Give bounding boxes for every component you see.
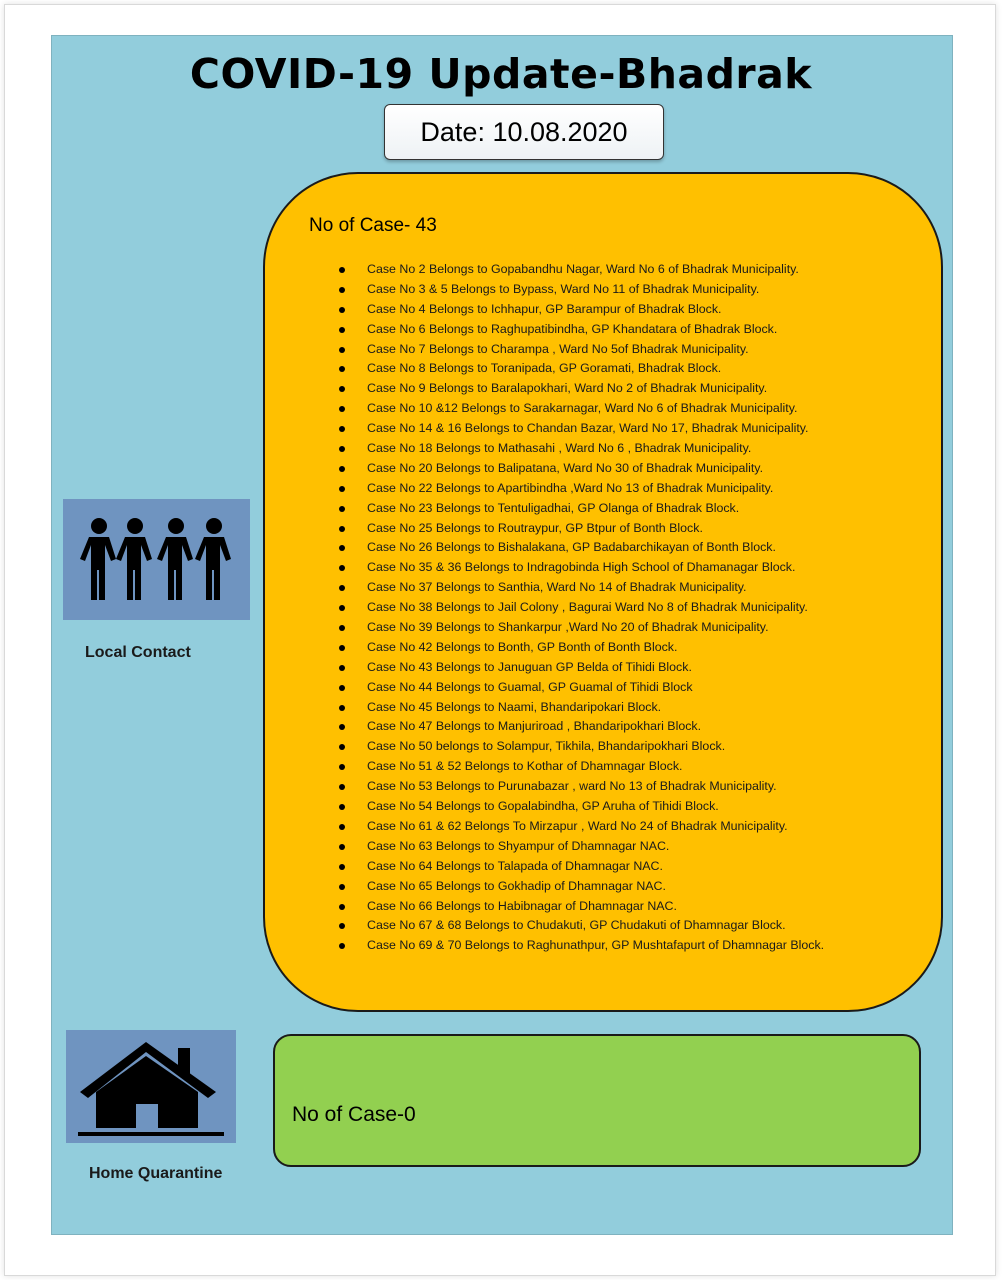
case-list-item: Case No 4 Belongs to Ichhapur, GP Barampur of Bhadrak Block. <box>334 300 824 320</box>
house-icon <box>66 1030 236 1143</box>
case-list-item: Case No 25 Belongs to Routraypur, GP Btpur of Bonth Block. <box>334 519 824 539</box>
case-list-item: Case No 69 & 70 Belongs to Raghunathpur, GP Mushtafapurt of Dhamnagar Block. <box>334 936 824 956</box>
case-list-item: Case No 45 Belongs to Naami, Bhandaripokari Block. <box>334 698 824 718</box>
case-list-item: Case No 50 belongs to Solampur, Tikhila, Bhandaripokhari Block. <box>334 737 824 757</box>
case-list-item: Case No 22 Belongs to Apartibindha ,Ward No 13 of Bhadrak Municipality. <box>334 479 824 499</box>
date-box: Date: 10.08.2020 <box>384 104 664 160</box>
case-list-item: Case No 18 Belongs to Mathasahi , Ward No 6 , Bhadrak Municipality. <box>334 439 824 459</box>
case-list-item: Case No 8 Belongs to Toranipada, GP Goramati, Bhadrak Block. <box>334 359 824 379</box>
local-contact-case-count: No of Case- 43 <box>309 215 437 236</box>
case-list-item: Case No 65 Belongs to Gokhadip of Dhamnagar NAC. <box>334 877 824 897</box>
case-list-item: Case No 63 Belongs to Shyampur of Dhamnagar NAC. <box>334 837 824 857</box>
case-list-item: Case No 2 Belongs to Gopabandhu Nagar, Ward No 6 of Bhadrak Municipality. <box>334 260 824 280</box>
case-list-item: Case No 3 & 5 Belongs to Bypass, Ward No 11 of Bhadrak Municipality. <box>334 280 824 300</box>
case-list-item: Case No 54 Belongs to Gopalabindha, GP Aruha of Tihidi Block. <box>334 797 824 817</box>
local-contact-label: Local Contact <box>85 644 191 661</box>
case-list-item: Case No 7 Belongs to Charampa , Ward No 5of Bhadrak Municipality. <box>334 340 824 360</box>
case-list-item: Case No 35 & 36 Belongs to Indragobinda High School of Dhamanagar Block. <box>334 558 824 578</box>
case-list-item: Case No 9 Belongs to Baralapokhari, Ward No 2 of Bhadrak Municipality. <box>334 379 824 399</box>
case-list-item: Case No 10 &12 Belongs to Sarakarnagar, Ward No 6 of Bhadrak Municipality. <box>334 399 824 419</box>
case-list-item: Case No 61 & 62 Belongs To Mirzapur , Ward No 24 of Bhadrak Municipality. <box>334 817 824 837</box>
case-list-item: Case No 51 & 52 Belongs to Kothar of Dhamnagar Block. <box>334 757 824 777</box>
people-group-icon-tile <box>63 499 250 620</box>
case-list-item: Case No 38 Belongs to Jail Colony , Bagurai Ward No 8 of Bhadrak Municipality. <box>334 598 824 618</box>
case-list-item: Case No 26 Belongs to Bishalakana, GP Badabarchikayan of Bonth Block. <box>334 538 824 558</box>
page-title: COVID-19 Update-Bhadrak <box>189 50 813 98</box>
case-list-item: Case No 43 Belongs to Januguan GP Belda of Tihidi Block. <box>334 658 824 678</box>
people-group-icon <box>63 499 250 620</box>
case-list-item: Case No 64 Belongs to Talapada of Dhamnagar NAC. <box>334 857 824 877</box>
home-quarantine-label: Home Quarantine <box>89 1165 223 1182</box>
case-list-item: Case No 66 Belongs to Habibnagar of Dhamnagar NAC. <box>334 897 824 917</box>
case-list-item: Case No 39 Belongs to Shankarpur ,Ward No 20 of Bhadrak Municipality. <box>334 618 824 638</box>
house-icon-tile <box>66 1030 236 1143</box>
case-list-item: Case No 14 & 16 Belongs to Chandan Bazar, Ward No 17, Bhadrak Municipality. <box>334 419 824 439</box>
case-list-item: Case No 44 Belongs to Guamal, GP Guamal of Tihidi Block <box>334 678 824 698</box>
home-quarantine-case-count: No of Case-0 <box>292 1103 416 1126</box>
case-list-item: Case No 53 Belongs to Purunabazar , ward No 13 of Bhadrak Municipality. <box>334 777 824 797</box>
case-list-item: Case No 20 Belongs to Balipatana, Ward No 30 of Bhadrak Municipality. <box>334 459 824 479</box>
home-quarantine-case-box <box>273 1034 921 1167</box>
case-list <box>334 260 824 956</box>
case-list-item: Case No 67 & 68 Belongs to Chudakuti, GP Chudakuti of Dhamnagar Block. <box>334 916 824 936</box>
case-list-item: Case No 23 Belongs to Tentuligadhai, GP Olanga of Bhadrak Block. <box>334 499 824 519</box>
case-list-item: Case No 6 Belongs to Raghupatibindha, GP Khandatara of Bhadrak Block. <box>334 320 824 340</box>
case-list-item: Case No 37 Belongs to Santhia, Ward No 14 of Bhadrak Municipality. <box>334 578 824 598</box>
case-list-item: Case No 47 Belongs to Manjuriroad , Bhandaripokhari Block. <box>334 717 824 737</box>
case-list-item: Case No 42 Belongs to Bonth, GP Bonth of Bonth Block. <box>334 638 824 658</box>
